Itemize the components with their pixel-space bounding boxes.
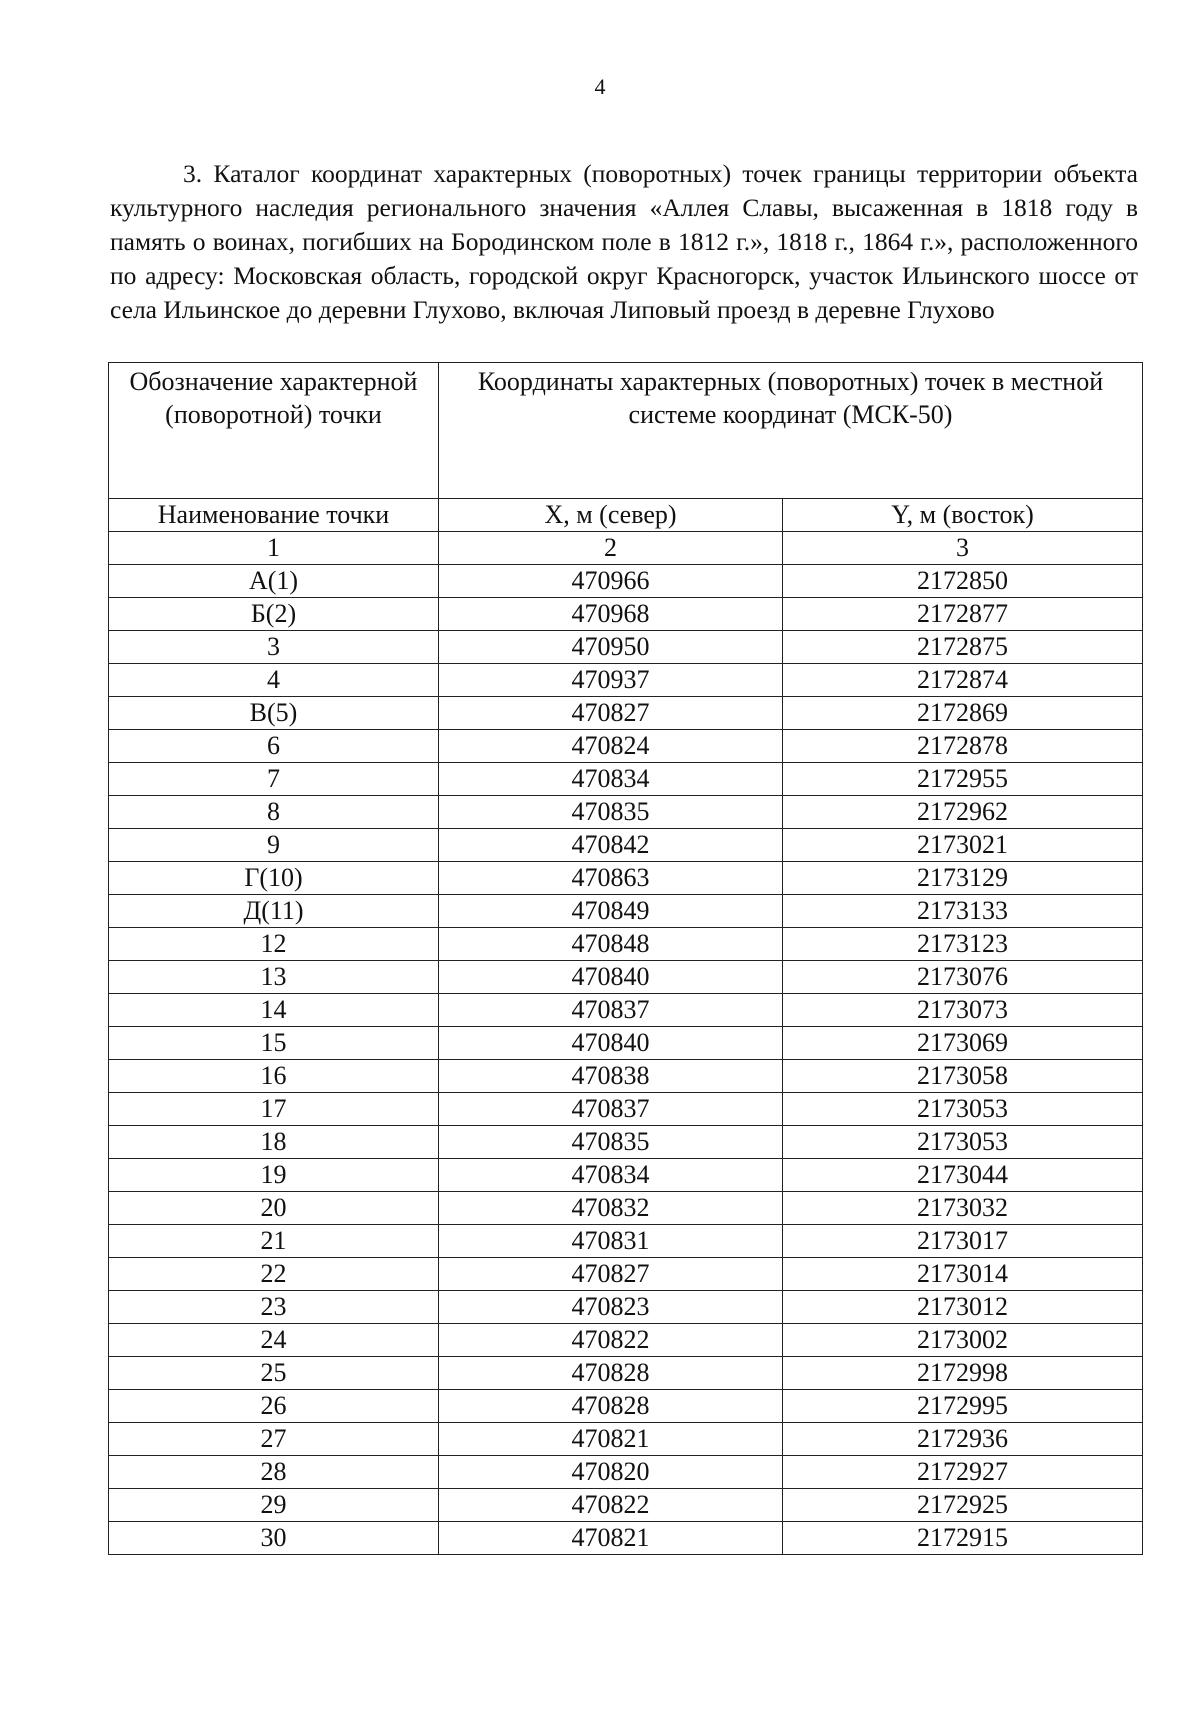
x-column-header: X, м (север): [439, 499, 783, 532]
column-number-row: [109, 532, 1143, 565]
y-coordinate-cell: 2172925: [783, 1489, 1143, 1522]
x-coordinate-cell: 470950: [439, 631, 783, 664]
y-column-header: Y, м (восток): [783, 499, 1143, 532]
point-name-column-header: Наименование точки: [109, 499, 439, 532]
x-coordinate-cell: 470822: [439, 1489, 783, 1522]
x-coordinate-cell: 470937: [439, 664, 783, 697]
point-name-cell: 21: [109, 1225, 439, 1258]
table-row: [109, 994, 1143, 1027]
column-number: 2: [439, 532, 783, 565]
y-coordinate-cell: 2172995: [783, 1390, 1143, 1423]
column-number: 1: [109, 532, 439, 565]
table-row: [109, 763, 1143, 796]
y-coordinate-cell: 2173133: [783, 895, 1143, 928]
table-row: [109, 895, 1143, 928]
y-coordinate-cell: 2173002: [783, 1324, 1143, 1357]
table-row: [109, 1225, 1143, 1258]
point-name-cell: 27: [109, 1423, 439, 1456]
point-name-cell: 26: [109, 1390, 439, 1423]
x-coordinate-cell: 470824: [439, 730, 783, 763]
x-coordinate-cell: 470837: [439, 1093, 783, 1126]
table-row: [109, 1093, 1143, 1126]
table-row: [109, 1027, 1143, 1060]
point-name-cell: 13: [109, 961, 439, 994]
point-name-cell: 16: [109, 1060, 439, 1093]
point-name-cell: 9: [109, 829, 439, 862]
y-coordinate-cell: 2172874: [783, 664, 1143, 697]
x-coordinate-cell: 470849: [439, 895, 783, 928]
point-name-cell: 7: [109, 763, 439, 796]
table-row: [109, 1126, 1143, 1159]
table-row: [109, 862, 1143, 895]
x-coordinate-cell: 470848: [439, 928, 783, 961]
x-coordinate-cell: 470837: [439, 994, 783, 1027]
y-coordinate-cell: 2173032: [783, 1192, 1143, 1225]
column-number: 3: [783, 532, 1143, 565]
y-coordinate-cell: 2172878: [783, 730, 1143, 763]
table-row: [109, 1291, 1143, 1324]
y-coordinate-cell: 2173076: [783, 961, 1143, 994]
table-row: [109, 631, 1143, 664]
table-header-row: [109, 363, 1143, 499]
y-coordinate-cell: 2172936: [783, 1423, 1143, 1456]
y-coordinate-cell: 2173123: [783, 928, 1143, 961]
column-title-row: [109, 499, 1143, 532]
point-name-cell: Д(11): [109, 895, 439, 928]
x-coordinate-cell: 470832: [439, 1192, 783, 1225]
y-coordinate-cell: 2172869: [783, 697, 1143, 730]
table-row: [109, 1159, 1143, 1192]
x-coordinate-cell: 470966: [439, 565, 783, 598]
y-coordinate-cell: 2173012: [783, 1291, 1143, 1324]
table-row: [109, 730, 1143, 763]
point-name-cell: Г(10): [109, 862, 439, 895]
y-coordinate-cell: 2173069: [783, 1027, 1143, 1060]
x-coordinate-cell: 470835: [439, 1126, 783, 1159]
point-name-cell: 18: [109, 1126, 439, 1159]
y-coordinate-cell: 2173073: [783, 994, 1143, 1027]
table-row: [109, 961, 1143, 994]
point-name-cell: Б(2): [109, 598, 439, 631]
table-row: [109, 796, 1143, 829]
y-coordinate-cell: 2172875: [783, 631, 1143, 664]
y-coordinate-cell: 2172877: [783, 598, 1143, 631]
x-coordinate-cell: 470968: [439, 598, 783, 631]
x-coordinate-cell: 470831: [439, 1225, 783, 1258]
table-row: [109, 1192, 1143, 1225]
point-name-cell: 15: [109, 1027, 439, 1060]
x-coordinate-cell: 470828: [439, 1390, 783, 1423]
point-name-cell: 24: [109, 1324, 439, 1357]
point-name-cell: А(1): [109, 565, 439, 598]
table-row: [109, 1357, 1143, 1390]
point-name-cell: 22: [109, 1258, 439, 1291]
x-coordinate-cell: 470828: [439, 1357, 783, 1390]
point-name-cell: 4: [109, 664, 439, 697]
point-name-cell: 29: [109, 1489, 439, 1522]
table-row: [109, 1423, 1143, 1456]
designation-header: Обозначение характерной (поворотной) точки: [109, 363, 439, 499]
y-coordinate-cell: 2172915: [783, 1522, 1143, 1555]
coordinates-table: [108, 362, 1143, 1555]
point-name-cell: 12: [109, 928, 439, 961]
table-row: [109, 1060, 1143, 1093]
table-body: [109, 565, 1143, 1555]
point-name-cell: 19: [109, 1159, 439, 1192]
y-coordinate-cell: 2172955: [783, 763, 1143, 796]
x-coordinate-cell: 470842: [439, 829, 783, 862]
point-name-cell: 28: [109, 1456, 439, 1489]
table-row: [109, 1390, 1143, 1423]
x-coordinate-cell: 470838: [439, 1060, 783, 1093]
y-coordinate-cell: 2173129: [783, 862, 1143, 895]
y-coordinate-cell: 2172962: [783, 796, 1143, 829]
point-name-cell: 30: [109, 1522, 439, 1555]
x-coordinate-cell: 470821: [439, 1522, 783, 1555]
y-coordinate-cell: 2173053: [783, 1126, 1143, 1159]
x-coordinate-cell: 470834: [439, 763, 783, 796]
y-coordinate-cell: 2172850: [783, 565, 1143, 598]
table-row: [109, 829, 1143, 862]
y-coordinate-cell: 2173014: [783, 1258, 1143, 1291]
x-coordinate-cell: 470822: [439, 1324, 783, 1357]
y-coordinate-cell: 2173017: [783, 1225, 1143, 1258]
y-coordinate-cell: 2173044: [783, 1159, 1143, 1192]
x-coordinate-cell: 470827: [439, 697, 783, 730]
point-name-cell: 25: [109, 1357, 439, 1390]
point-name-cell: 23: [109, 1291, 439, 1324]
page-number: 4: [594, 74, 606, 99]
x-coordinate-cell: 470840: [439, 1027, 783, 1060]
table-row: [109, 928, 1143, 961]
table-row: [109, 1489, 1143, 1522]
table-row: [109, 664, 1143, 697]
catalog-intro-paragraph: 3. Каталог координат характерных (поворотных) точек границы территории объекта культурного наследия регионального значения «Аллея Славы, высаженная в 1818 году в память о воинах, погибших на Бородинском поле в 1812 г.», 1818 г., 1864 г.», расположенного по адресу: Московская область, городской округ Красногорск, участок Ильинского шоссе от села Ильинское до деревни Глухово, включая Липовый проезд в деревне Глухово: [110, 158, 1138, 324]
point-name-cell: В(5): [109, 697, 439, 730]
x-coordinate-cell: 470827: [439, 1258, 783, 1291]
y-coordinate-cell: 2173058: [783, 1060, 1143, 1093]
y-coordinate-cell: 2173021: [783, 829, 1143, 862]
point-name-cell: 3: [109, 631, 439, 664]
x-coordinate-cell: 470820: [439, 1456, 783, 1489]
table-row: [109, 1522, 1143, 1555]
point-name-cell: 20: [109, 1192, 439, 1225]
x-coordinate-cell: 470834: [439, 1159, 783, 1192]
point-name-cell: 17: [109, 1093, 439, 1126]
table-row: [109, 697, 1143, 730]
y-coordinate-cell: 2173053: [783, 1093, 1143, 1126]
point-name-cell: 6: [109, 730, 439, 763]
x-coordinate-cell: 470823: [439, 1291, 783, 1324]
x-coordinate-cell: 470835: [439, 796, 783, 829]
x-coordinate-cell: 470863: [439, 862, 783, 895]
y-coordinate-cell: 2172927: [783, 1456, 1143, 1489]
point-name-cell: 8: [109, 796, 439, 829]
x-coordinate-cell: 470840: [439, 961, 783, 994]
coordinates-header: Координаты характерных (поворотных) точек в местной системе координат (МСК-50): [439, 363, 1143, 499]
point-name-cell: 14: [109, 994, 439, 1027]
table-row: [109, 1456, 1143, 1489]
x-coordinate-cell: 470821: [439, 1423, 783, 1456]
table-row: [109, 598, 1143, 631]
y-coordinate-cell: 2172998: [783, 1357, 1143, 1390]
table-row: [109, 1258, 1143, 1291]
table-row: [109, 565, 1143, 598]
table-row: [109, 1324, 1143, 1357]
